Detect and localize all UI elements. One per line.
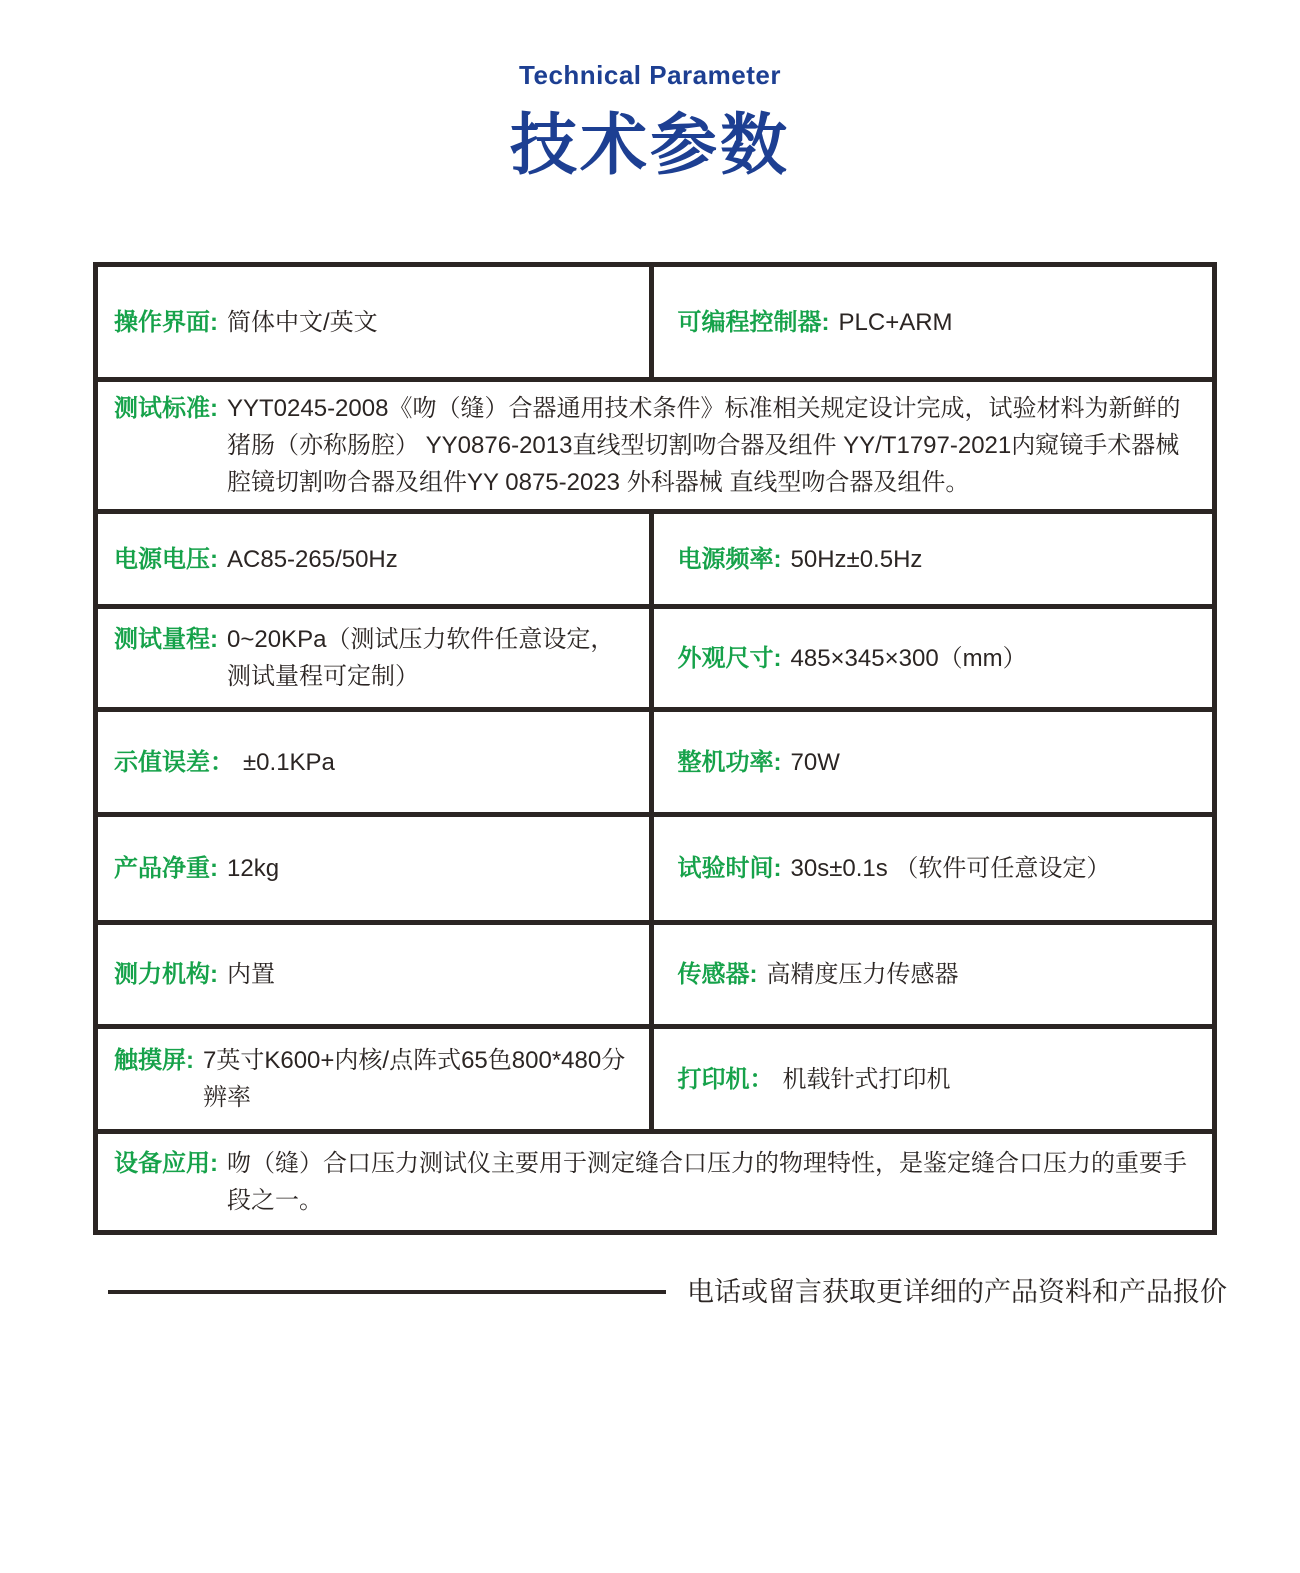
subtitle-en: Technical Parameter — [519, 60, 781, 90]
spec-label: 整机功率: — [677, 748, 782, 776]
cell-net-weight — [98, 817, 649, 920]
footer-note: 电话或留言获取更详细的产品资料和产品报价 — [687, 1277, 1227, 1307]
spec-value: 0~20KPa（测试压力软件任意设定，测试量程可定制） — [227, 626, 615, 690]
spec-label: 触摸屏: — [114, 1047, 194, 1074]
spec-label: 操作界面: — [114, 308, 218, 336]
spec-value: YYT0245-2008《吻（缝）合器通用技术条件》标准相关规定设计完成，试验材料为新鲜的猪肠（亦称肠腔） YY0876-2013直线型切割吻合器及组件 YY/T1797-2021内窥镜手术器械腔镜切割吻合器及组件YY 0875-2023 外科器械 直线型吻合器及组件。 — [227, 395, 1181, 496]
spec-label: 试验时间: — [677, 855, 782, 882]
cell-dimensions — [649, 609, 1213, 707]
spec-value: AC85-265/50Hz — [227, 545, 398, 573]
table-row — [98, 1024, 1212, 1129]
spec-label: 测试标准: — [114, 395, 218, 422]
spec-value: 高精度压力传感器 — [766, 961, 959, 988]
spec-label: 可编程控制器: — [677, 308, 830, 336]
cell-indication-error — [98, 712, 649, 812]
cell-power-voltage — [98, 514, 649, 604]
table-row — [98, 267, 1212, 377]
table-row — [98, 604, 1212, 707]
spec-value: 吻（缝）合口压力测试仪主要用于测定缝合口压力的物理特性，是鉴定缝合口压力的重要手段之一。 — [227, 1150, 1187, 1214]
table-row — [98, 707, 1212, 812]
table-row — [98, 377, 1212, 509]
footer-divider-line — [108, 1290, 666, 1294]
spec-label: 打印机： — [677, 1065, 774, 1093]
cell-total-power — [649, 712, 1213, 812]
cell-touch-screen — [98, 1029, 649, 1129]
table-row — [98, 920, 1212, 1024]
spec-label: 电源频率: — [677, 545, 782, 573]
spec-value: 12kg — [227, 855, 280, 882]
cell-programmable-controller — [649, 267, 1213, 377]
page-title: 技术参数 — [510, 108, 790, 183]
spec-value: 70W — [790, 748, 840, 776]
cell-power-frequency — [649, 514, 1213, 604]
table-row — [98, 509, 1212, 604]
cell-printer — [649, 1029, 1213, 1129]
spec-value: PLC+ARM — [838, 308, 953, 336]
spec-value: 机载针式打印机 — [782, 1065, 951, 1093]
cell-operation-interface — [98, 267, 649, 377]
cell-test-time — [649, 817, 1213, 920]
spec-label: 测试量程: — [114, 626, 218, 653]
spec-value: 30s±0.1s （软件可任意设定） — [790, 855, 1111, 882]
spec-label: 示值误差： — [114, 748, 234, 776]
cell-test-standard — [98, 382, 1212, 509]
cell-sensor — [649, 925, 1213, 1024]
cell-force-mechanism — [98, 925, 649, 1024]
table-row — [98, 812, 1212, 920]
spec-table — [93, 262, 1217, 1235]
spec-label: 测力机构: — [114, 961, 218, 988]
spec-label: 产品净重: — [114, 855, 218, 882]
spec-value: 50Hz±0.5Hz — [790, 545, 923, 573]
spec-value: 内置 — [227, 961, 275, 988]
cell-test-range — [98, 609, 649, 707]
spec-value: 简体中文/英文 — [227, 308, 378, 336]
spec-value: 7英寸K600+内核/点阵式65色800*480分辨率 — [203, 1047, 626, 1111]
spec-value: 485×345×300（mm） — [790, 644, 1027, 672]
spec-label: 电源电压: — [114, 545, 218, 573]
cell-device-application — [98, 1134, 1212, 1230]
spec-label: 传感器: — [677, 961, 758, 988]
spec-label: 外观尺寸: — [677, 644, 782, 672]
spec-label: 设备应用: — [114, 1150, 218, 1177]
spec-value: ±0.1KPa — [243, 748, 335, 776]
table-row — [98, 1129, 1212, 1230]
